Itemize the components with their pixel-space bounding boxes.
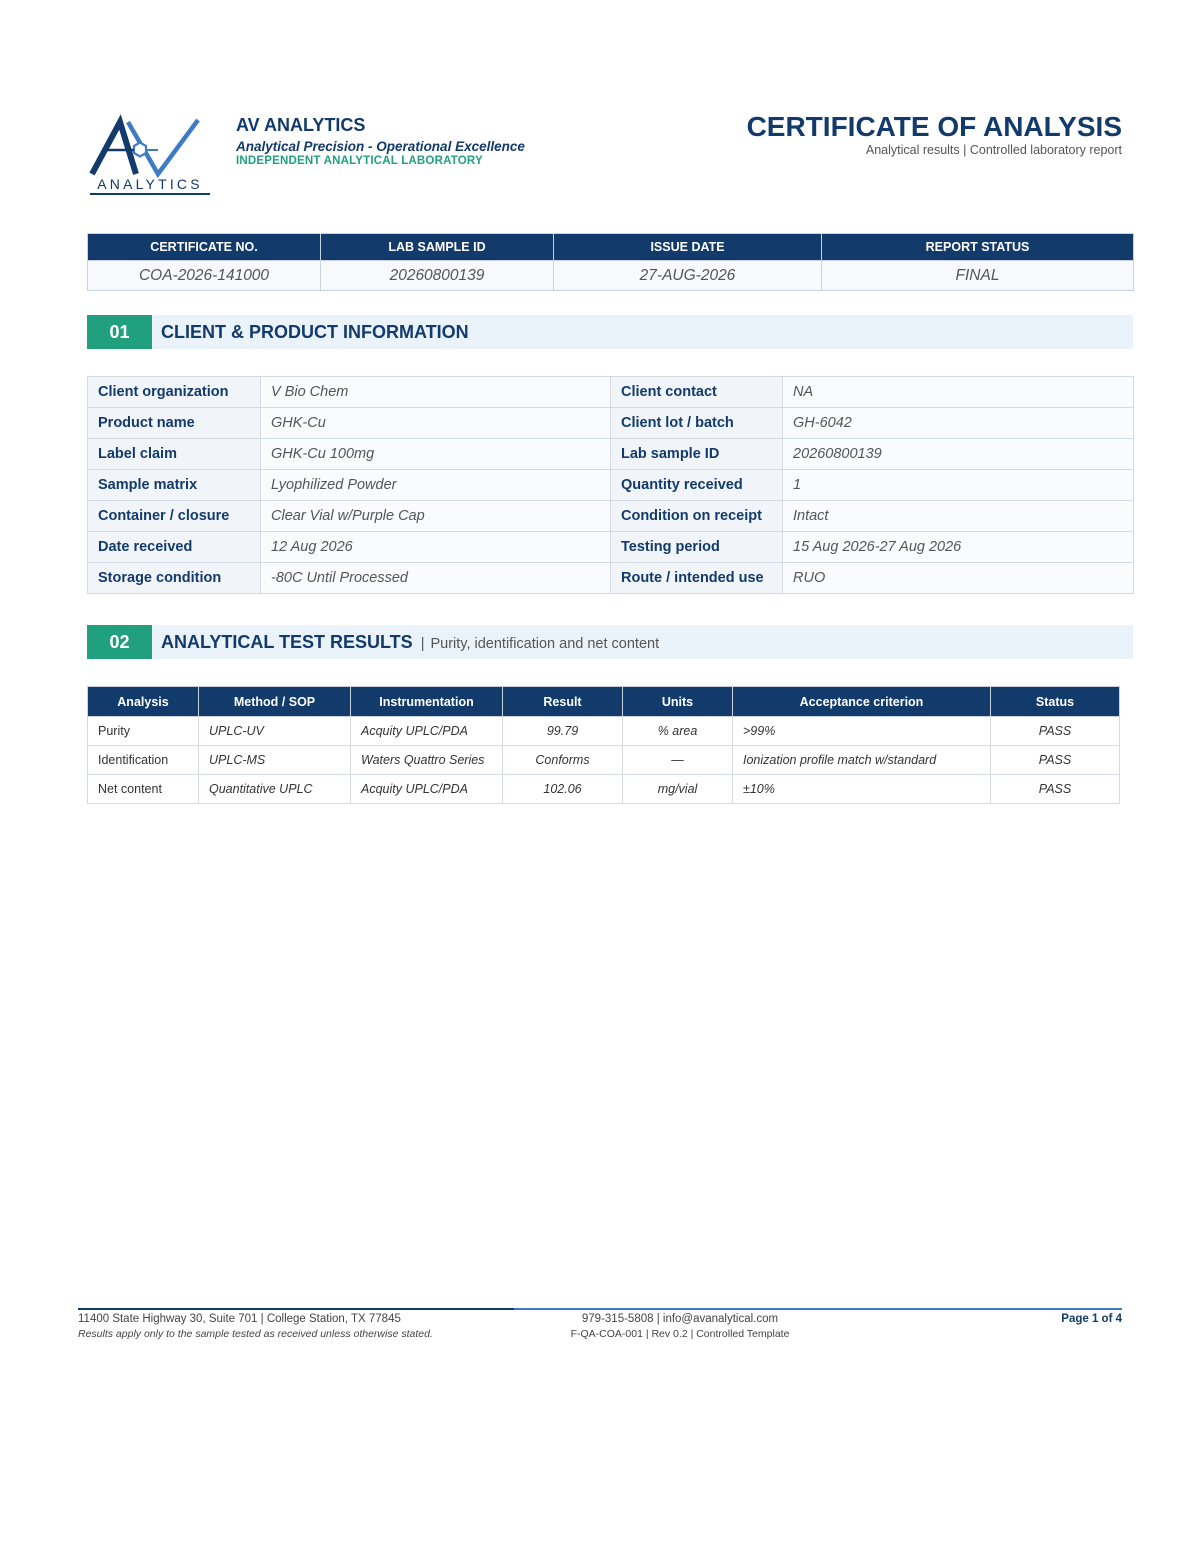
field-label: Condition on receipt (611, 501, 783, 532)
field-label: Label claim (88, 439, 261, 470)
analysis-cell: Net content (88, 775, 199, 804)
column-header-acceptance-criterion: Acceptance criterion (733, 687, 991, 717)
certificate-summary-table (87, 233, 1134, 291)
field-value: Intact (783, 501, 1134, 532)
table-row (88, 717, 1120, 746)
field-label: Lab sample ID (611, 439, 783, 470)
criterion-cell: >99% (733, 717, 991, 746)
report-status: FINAL (822, 261, 1134, 291)
client-product-info-table (87, 376, 1134, 594)
field-value: 12 Aug 2026 (261, 532, 611, 563)
field-label: Quantity received (611, 470, 783, 501)
summary-header-issue-date: ISSUE DATE (554, 234, 822, 261)
section-title-group (161, 625, 659, 661)
result-cell: 102.06 (503, 775, 623, 804)
column-header-units: Units (623, 687, 733, 717)
table-row (88, 532, 1134, 563)
instrument-cell: Waters Quattro Series (351, 746, 503, 775)
field-label: Container / closure (88, 501, 261, 532)
av-logo-mark-icon (86, 112, 214, 198)
field-value: NA (783, 377, 1134, 408)
field-label: Testing period (611, 532, 783, 563)
table-row (88, 775, 1120, 804)
field-label: Client organization (88, 377, 261, 408)
section-title: CLIENT & PRODUCT INFORMATION (161, 322, 469, 342)
summary-value-row (88, 261, 1134, 291)
summary-header-lab-sample-id: LAB SAMPLE ID (321, 234, 554, 261)
method-cell: UPLC-MS (199, 746, 351, 775)
units-cell: — (623, 746, 733, 775)
status-cell: PASS (991, 717, 1120, 746)
results-header-row (88, 687, 1120, 717)
table-row (88, 470, 1134, 501)
lab-tagline: Analytical Precision - Operational Excellence (236, 139, 525, 154)
units-cell: mg/vial (623, 775, 733, 804)
page-number: Page 1 of 4 (1061, 1313, 1122, 1325)
result-cell: 99.79 (503, 717, 623, 746)
result-cell: Conforms (503, 746, 623, 775)
lab-name: AV ANALYTICS (236, 115, 366, 135)
column-header-status: Status (991, 687, 1120, 717)
criterion-cell: Ionization profile match w/standard (733, 746, 991, 775)
section-number: 02 (87, 625, 152, 659)
section-banner-client-product (87, 315, 1133, 349)
field-label: Product name (88, 408, 261, 439)
table-row (88, 439, 1134, 470)
section-number: 01 (87, 315, 152, 349)
field-value: GH-6042 (783, 408, 1134, 439)
column-header-instrumentation: Instrumentation (351, 687, 503, 717)
criterion-cell: ±10% (733, 775, 991, 804)
table-row (88, 501, 1134, 532)
title-separator: | (420, 636, 425, 652)
table-row (88, 746, 1120, 775)
table-row (88, 377, 1134, 408)
field-value: RUO (783, 563, 1134, 594)
instrument-cell: Acquity UPLC/PDA (351, 717, 503, 746)
units-cell: % area (623, 717, 733, 746)
field-value: -80C Until Processed (261, 563, 611, 594)
field-label: Route / intended use (611, 563, 783, 594)
analytical-results-table (87, 686, 1120, 804)
column-header-result: Result (503, 687, 623, 717)
method-cell: Quantitative UPLC (199, 775, 351, 804)
footer-divider-accent (514, 1308, 1122, 1310)
table-row (88, 563, 1134, 594)
lab-sample-id: 20260800139 (321, 261, 554, 291)
summary-header-row (88, 234, 1134, 261)
field-label: Date received (88, 532, 261, 563)
av-analytics-logo (86, 112, 214, 198)
field-value: 1 (783, 470, 1134, 501)
field-value: 15 Aug 2026-27 Aug 2026 (783, 532, 1134, 563)
field-value: Lyophilized Powder (261, 470, 611, 501)
field-label: Client lot / batch (611, 408, 783, 439)
field-value: GHK-Cu 100mg (261, 439, 611, 470)
field-value: Clear Vial w/Purple Cap (261, 501, 611, 532)
field-value: 20260800139 (783, 439, 1134, 470)
footer-template-id: F-QA-COA-001 | Rev 0.2 | Controlled Template (570, 1328, 790, 1340)
footer-disclaimer: Results apply only to the sample tested as received unless otherwise stated. (78, 1328, 433, 1340)
analysis-cell: Purity (88, 717, 199, 746)
status-cell: PASS (991, 746, 1120, 775)
section-title: ANALYTICAL TEST RESULTS (161, 632, 413, 652)
column-header-analysis: Analysis (88, 687, 199, 717)
document-subtitle: Analytical results | Controlled laboratory report (865, 143, 1122, 157)
lab-descriptor: INDEPENDENT ANALYTICAL LABORATORY (236, 155, 483, 167)
section-subtitle: Purity, identification and net content (430, 636, 660, 652)
document-title: CERTIFICATE OF ANALYSIS (746, 111, 1122, 142)
summary-header-certificate-no: CERTIFICATE NO. (88, 234, 321, 261)
method-cell: UPLC-UV (199, 717, 351, 746)
status-cell: PASS (991, 775, 1120, 804)
summary-header-report-status: REPORT STATUS (822, 234, 1134, 261)
section-banner-analytical-results (87, 625, 1133, 659)
column-header-method: Method / SOP (199, 687, 351, 717)
table-row (88, 408, 1134, 439)
field-label: Sample matrix (88, 470, 261, 501)
field-label: Storage condition (88, 563, 261, 594)
footer-address: 11400 State Highway 30, Suite 701 | College Station, TX 77845 (78, 1313, 401, 1325)
issue-date: 27-AUG-2026 (554, 261, 822, 291)
instrument-cell: Acquity UPLC/PDA (351, 775, 503, 804)
analysis-cell: Identification (88, 746, 199, 775)
logo-wordmark: ANALYTICS (97, 176, 203, 192)
footer-contact: 979-315-5808 | info@avanalytical.com (581, 1313, 779, 1325)
field-value: GHK-Cu (261, 408, 611, 439)
certificate-number: COA-2026-141000 (88, 261, 321, 291)
field-label: Client contact (611, 377, 783, 408)
field-value: V Bio Chem (261, 377, 611, 408)
